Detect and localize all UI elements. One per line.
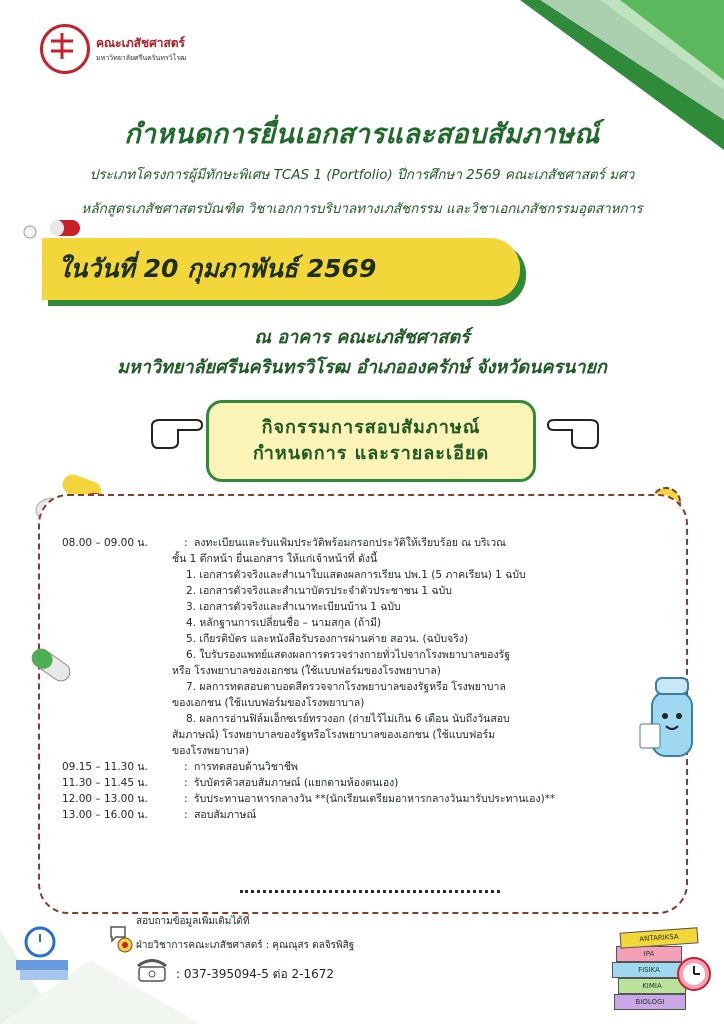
pointing-hand-right-icon <box>148 412 204 452</box>
document-item: 8. ผลการอ่านฟิล์มเอ็กซเรย์ทรวงอก (ถ่ายไว้ไม่เกิน 6 เดือน นับถึงวันสอบ <box>186 713 510 725</box>
medicine-bottle-mascot-icon <box>638 672 704 762</box>
alarm-clock-icon <box>672 950 716 994</box>
book: BIOLOGI <box>614 994 686 1010</box>
contact-prompt: สอบถามข้อมูลเพิ่มเติมได้ที่ <box>136 916 250 927</box>
faculty-logo <box>40 24 187 74</box>
schedule-row: 13.00 – 16.00 น. : สอบสัมภาษณ์ <box>62 807 662 823</box>
schedule-row: 11.30 – 11.45 น. : รับบัตรคิวสอบสัมภาษณ์ (แยกตามห้องตนเอง) <box>62 775 662 791</box>
schedule-desc: รับบัตรคิวสอบสัมภาษณ์ (แยกตามห้องตนเอง) <box>194 777 399 789</box>
document-item-continued: หรือ โรงพยาบาลของเอกชน (ใช้แบบฟอร์มของโรงพยาบาล) <box>172 665 441 677</box>
schedule-list <box>62 535 662 823</box>
document-item: 1. เอกสารตัวจริงและสำเนาใบแสดงผลการเรียน ปพ.1 (5 ภาคเรียน) 1 ฉบับ <box>186 569 526 581</box>
document-item: 5. เกียรติบัตร และหนังสือรับรองการผ่านค่าย สอวน. (ฉบับจริง) <box>186 633 469 645</box>
schedule-desc: รับประทานอาหารกลางวัน **(นักเรียนเตรียมอาหารกลางวันมารับประทานเอง)** <box>194 793 556 805</box>
logo-sub: มหาวิทยาลัยศรีนครินทรวิโรฒ <box>96 54 187 62</box>
document-item-continued: สัมภาษณ์) โรงพยาบาลของรัฐหรือโรงพยาบาลของเอกชน (ใช้แบบฟอร์ม <box>172 729 496 741</box>
activity-box <box>206 400 536 482</box>
schedule-row: 09.15 – 11.30 น. : การทดสอบด้านวิชาชีพ <box>62 759 662 775</box>
document-item: 4. หลักฐานการเปลี่ยนชื่อ – นามสกุล (ถ้ามี) <box>186 617 382 629</box>
book: FISIKA <box>612 962 686 978</box>
alarm-clock-books-icon <box>10 920 76 984</box>
venue-address: มหาวิทยาลัยศรีนครินทรวิโรฒ อำเภอองครักษ์ จังหวัดนครนายก <box>117 357 607 378</box>
document-item: 2. เอกสารตัวจริงและสำเนาบัตรประจำตัวประชาชน 1 ฉบับ <box>186 585 452 597</box>
schedule-row-registration: 08.00 – 09.00 น. : ลงทะเบียนและรับแฟ้มประวัติพร้อมกรอกประวัติให้เรียบร้อย ณ บริเวณ <box>62 535 662 551</box>
divider-dots <box>240 890 500 893</box>
logo-name: คณะเภสัชศาสตร์ <box>96 36 186 50</box>
document-list <box>172 567 662 759</box>
document-item-continued: ของเอกชน (ใช้แบบฟอร์มของโรงพยาบาล) <box>172 697 365 709</box>
interview-date: ในวันที่ 20 กุมภาพันธ์ 2569 <box>58 254 377 283</box>
date-banner <box>42 238 520 300</box>
document-item: 6. ใบรับรองแพทย์แสดงผลการตรวจร่างกายทั่วไปจากโรงพยาบาลของรัฐ <box>186 649 511 661</box>
contact-phone: : 037-395094-5 ต่อ 2-1672 <box>176 967 334 981</box>
schedule-row: 12.00 – 13.00 น. : รับประทานอาหารกลางวัน **(นักเรียนเตรียมอาหารกลางวันมารับประทานเอง)** <box>62 791 662 807</box>
schedule-time: 08.00 – 09.00 น. <box>62 537 148 549</box>
activity-title: กิจกรรมการสอบสัมภาษณ์ <box>261 417 481 438</box>
subtitle-curriculum: หลักสูตรเภสัชศาสตรบัณฑิต วิชาเอกการบริบาลทางเภสัชกรรม และวิชาเอกเภสัชกรรมอุตสาหการ <box>81 201 643 217</box>
schedule-time: 13.00 – 16.00 น. <box>62 809 148 821</box>
schedule-time: 09.15 – 11.30 น. <box>62 761 148 773</box>
flower-bullet-icon <box>116 936 134 954</box>
schedule-desc: การทดสอบด้านวิชาชีพ <box>194 761 298 773</box>
activity-subtitle: กำหนดการ และรายละเอียด <box>252 443 490 464</box>
schedule-time: 11.30 – 11.45 น. <box>62 777 148 789</box>
book: ANTARIKSA <box>620 927 699 948</box>
book: KIMIA <box>618 978 686 994</box>
document-item-continued: ของโรงพยาบาล) <box>172 745 250 757</box>
document-item: 7. ผลการทดสอบตาบอดสีตรวจจากโรงพยาบาลของรัฐหรือ โรงพยาบาล <box>186 681 506 693</box>
schedule-desc-continued: ชั้น 1 ตึกหน้า ยื่นเอกสาร ให้แก่เจ้าหน้าที่ ดังนี้ <box>172 553 378 565</box>
capsule-icon <box>26 640 76 690</box>
schedule-desc: ลงทะเบียนและรับแฟ้มประวัติพร้อมกรอกประวัติให้เรียบร้อย ณ บริเวณ <box>194 537 506 549</box>
pointing-hand-left-icon <box>546 412 602 452</box>
contact-person: ฝ่ายวิชาการคณะเภสัชศาสตร์ : คุณณุสร ตลจิรพิสิฐ <box>136 940 355 951</box>
venue-building: ณ อาคาร คณะเภสัชศาสตร์ <box>254 327 470 348</box>
faculty-seal-icon <box>40 24 90 74</box>
telephone-icon <box>136 957 168 983</box>
page-title: กำหนดการยื่นเอกสารและสอบสัมภาษณ์ <box>124 119 600 150</box>
schedule-desc: สอบสัมภาษณ์ <box>194 809 257 821</box>
schedule-time: 12.00 – 13.00 น. <box>62 793 148 805</box>
subtitle-program: ประเภทโครงการผู้มีทักษะพิเศษ TCAS 1 (Portfolio) ปีการศึกษา 2569 คณะเภสัชศาสตร์ มศว <box>89 167 635 183</box>
book: IPA <box>616 946 682 962</box>
document-item: 3. เอกสารตัวจริงและสำเนาทะเบียนบ้าน 1 ฉบับ <box>186 601 401 613</box>
